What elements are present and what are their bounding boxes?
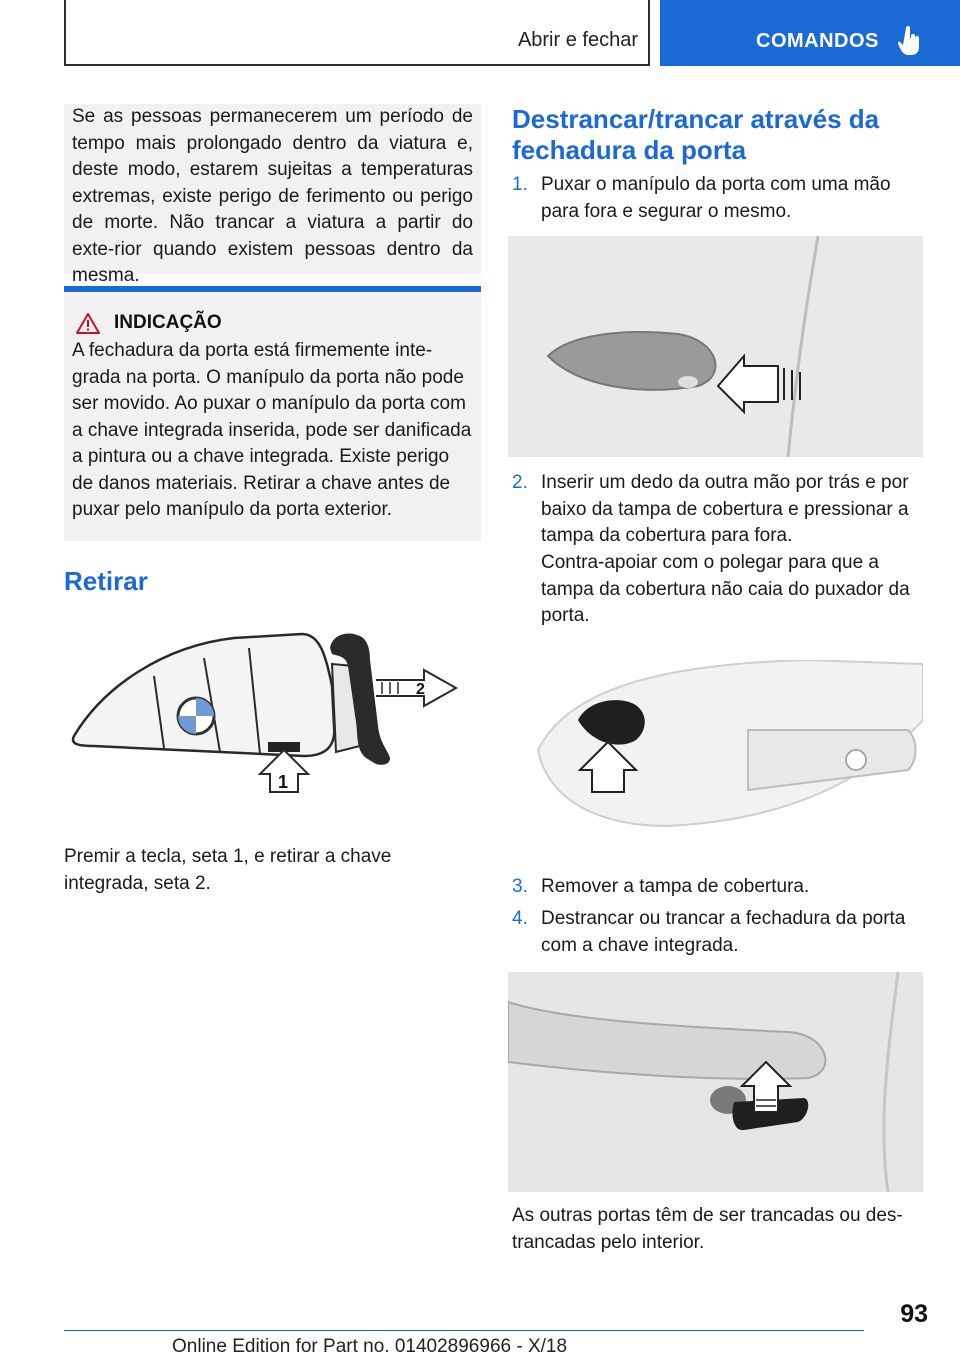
section-heading-destrancar: Destrancar/trancar através da fechadura da porta xyxy=(512,104,880,165)
door-lock-key-photo xyxy=(508,972,923,1192)
step-number: 4. xyxy=(512,908,528,929)
warning-triangle-icon xyxy=(76,312,100,334)
step-2-note: Contra-apoiar com o polegar para que a tampa da cobertura não caia do puxador da porta. xyxy=(541,552,910,626)
key-caption: Premir a tecla, seta 1, e retirar a chave integrada, seta 2. xyxy=(64,846,392,894)
door-lock-key-illustration xyxy=(508,972,923,1192)
warning-text: Se as pessoas permanecerem um período de tempo mais prolongado dentro da viatura e, deste modo, estarem sujeitas a temperaturas extremas, existe perigo de ferimento ou perigo de morte. Não trancar a viatura a partir do exte-rior quando existem pessoas dentro da mesma. xyxy=(72,106,473,286)
key-arrow-label-1: 1 xyxy=(278,772,289,792)
door-handle-photo-pull xyxy=(508,236,923,457)
header-chapter-label: COMANDOS xyxy=(756,30,879,52)
warning-box xyxy=(64,104,481,286)
door-handle-pull-illustration xyxy=(508,236,923,457)
footer-edition-text: Online Edition for Part no. 01402896966 - X/18 xyxy=(172,1336,568,1357)
header-section-title: Abrir e fechar xyxy=(517,29,638,51)
step-text: Destrancar ou trancar a fechadura da porta com a chave integrada. xyxy=(541,908,906,956)
key-arrow-label-2: 2 xyxy=(416,681,425,698)
step-number: 2. xyxy=(512,472,528,493)
step-text: Puxar o manípulo da porta com uma mão para fora e segurar o mesmo. xyxy=(541,174,891,222)
note-title: INDICAÇÃO xyxy=(114,312,222,333)
note-text: A fechadura da porta está firmemente inte-grada na porta. O manípulo da porta não pode ser movido. Ao puxar o manípulo da porta com a chave integrada inserida, pode ser danificada a pintura ou a chave integrada. Existe perigo de danos materiais. Retirar a chave antes de puxar pelo manípulo da porta exterior. xyxy=(72,340,472,520)
key-illustration xyxy=(64,626,480,806)
door-cover-illustration xyxy=(508,660,923,828)
hand-pointer-icon xyxy=(898,26,922,56)
closing-paragraph: As outras portas têm de ser trancadas ou des-trancadas pelo interior. xyxy=(512,1205,903,1253)
header-chapter-tab[interactable] xyxy=(660,0,960,66)
footer-divider xyxy=(64,1330,864,1331)
step-4 xyxy=(512,906,922,959)
step-text: Inserir um dedo da outra mão por trás e por baixo da tampa de cobertura e pressionar a tampa da cobertura para fora. xyxy=(541,472,909,546)
page-number: 93 xyxy=(900,1300,928,1328)
footer-edition xyxy=(172,1336,567,1358)
note-box xyxy=(64,286,481,541)
header-section-box xyxy=(64,0,650,66)
step-number: 1. xyxy=(512,174,528,195)
step-3 xyxy=(512,874,922,901)
step-number: 3. xyxy=(512,876,528,897)
door-cover-photo xyxy=(508,660,923,828)
note-header xyxy=(72,312,473,334)
section-heading-retirar: Retirar xyxy=(64,566,148,596)
step-2 xyxy=(512,470,922,550)
step-text: Remover a tampa de cobertura. xyxy=(541,876,810,897)
step-1 xyxy=(512,172,922,225)
